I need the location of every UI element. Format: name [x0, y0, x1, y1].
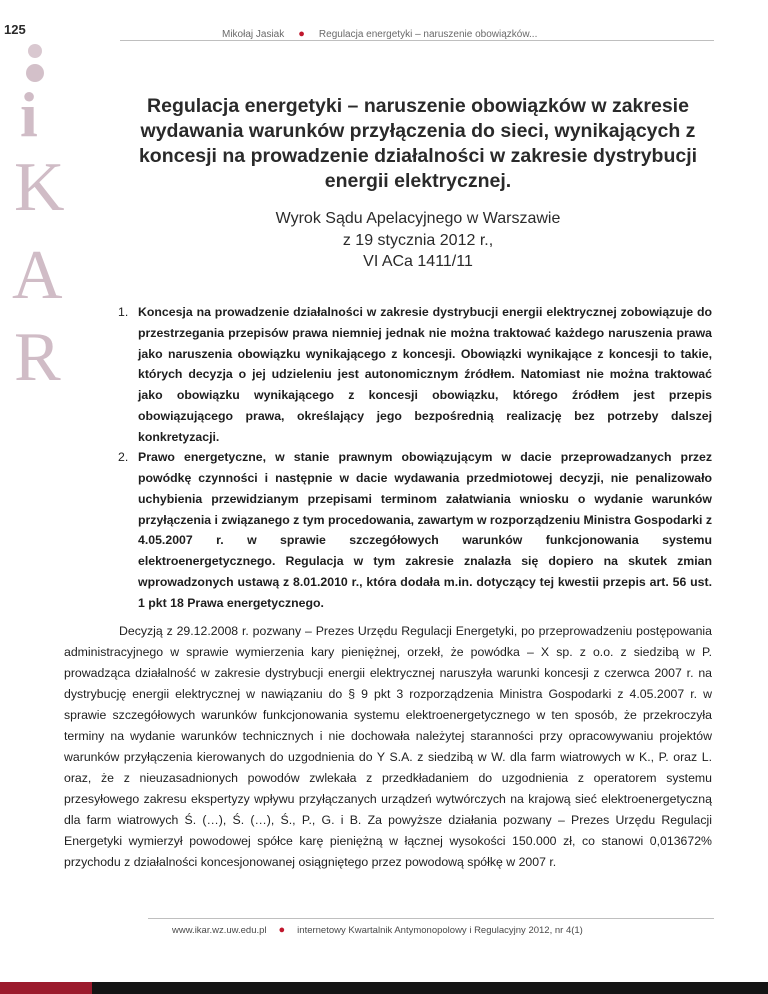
thesis-number: 2. — [118, 450, 129, 465]
footer-url[interactable]: www.ikar.wz.uw.edu.pl — [172, 925, 267, 936]
footer-rule — [148, 918, 714, 919]
bottom-bar — [0, 982, 768, 994]
footer-bullet-icon: ● — [278, 924, 286, 936]
judgment-citation — [110, 208, 726, 273]
header-rule — [120, 40, 714, 41]
running-header — [120, 28, 714, 40]
header-bullet-icon: ● — [298, 28, 305, 40]
thesis-item — [118, 447, 712, 613]
thesis-item — [118, 302, 712, 447]
footer-journal: internetowy Kwartalnik Antymonopolowy i Regulacyjny 2012, nr 4(1) — [297, 925, 583, 936]
citation-signature: VI ACa 1411/11 — [363, 253, 473, 270]
logo-dot-small — [28, 44, 42, 58]
page-number: 125 — [4, 22, 26, 37]
citation-court: Wyrok Sądu Apelacyjnego w Warszawie — [275, 210, 561, 227]
thesis-text: Prawo energetyczne, w stanie prawnym obowiązującym w dacie przeprowadzanych przez powódkę czynności i następnie w dacie wydawania przedmiotowej decyzji, nie penalizowało uchybienia przewidzianym przepisami terminom załatwiania wniosku o wydanie warunków przyłączenia i związanego z tym procedowania, zawartym w rozporządzeniu Ministra Gospodarki z 4.05.2007 r. w sprawie szczegółowych warunków funkcjonowania systemu elektroenergetycznego. Regulacja w tym zakresie znalazła się dopiero na skutek zmian wprowadzonych ustawą z 8.01.2010 r., która dodała m.in. dotyczący tej kwestii przepis art. 56 ust. 1 pkt 18 Prawa energetycznego. — [138, 450, 712, 610]
bottom-accent-bar — [0, 982, 92, 994]
page-footer — [172, 924, 583, 936]
header-author: Mikołaj Jasiak — [222, 29, 285, 40]
logo-letter-i: i — [20, 79, 38, 150]
logo-letter-r: R — [14, 319, 61, 396]
logo-letter-k: K — [14, 149, 65, 226]
header-running-title: Regulacja energetyki – naruszenie obowiązków... — [318, 29, 538, 40]
thesis-text: Koncesja na prowadzenie działalności w zakresie dystrybucji energii elektrycznej zobowiązuje do przestrzegania przepisów prawa niemniej jednak nie można traktować każdego naruszenia prawa jako naruszenia obowiązku wynikającego z koncesji. Obowiązki wynikające z koncesji to takie, których decyzja o jej udzieleniu jest autonomicznym źródłem. Natomiast nie można traktować jako obowiązku wynikającego z koncesji obowiązku, którego źródłem jest przepis obowiązującego prawa, określający jego bezpośrednią realizację bez potrzeby dalszej konkretyzacji. — [138, 305, 712, 444]
citation-date: z 19 stycznia 2012 r., — [342, 231, 494, 249]
body-paragraph: Decyzją z 29.12.2008 r. pozwany – Prezes Urzędu Regulacji Energetyki, po przeprowadzeniu postępowania administracyjnego w sprawie wymierzenia kary pieniężnej, orzekł, że powódka – X sp. z o.o. z siedzibą w P. prowadząca działalność w zakresie dystrybucji energii elektrycznej naruszyła warunki koncesji z czerwca 2007 r. na dystrybucję energii elektrycznej w nawiązaniu do § 9 pkt 3 rozporządzenia Ministra Gospodarki z 4.05.2007 r. w sprawie szczegółowych warunków funkcjonowania systemu elektroenergetycznego w ten sposób, że przekroczyła terminy na wydanie warunków technicznych i nie dochowała należytej staranności przy opracowywaniu projektów warunków przyłączenia kierowanych do uzgodnienia do Y S.A. z siedzibą w W. dla farm wiatrowych w K., P. oraz L. oraz, że z nieuzasadnionych powodów zwlekała z przedkładaniem do uzgodnienia z operatorem systemu przesyłowego zakresu ekspertyzy wpływu przyłączanych urządzeń wytwórczych na krajową sieć elektroenergetyczną dla farm wiatrowych Ś. (…), Ś. (…), Ś., P., G. i B. Za powyższe działania pozwany – Prezes Urzędu Regulacji Energetyki wymierzył powodowej spółce karę pieniężną w łącznej wysokości 150.000 zł, co stanowi 0,013672% przychodu z działalności koncesjonowanej osiągniętego przez powodową spółkę w 2007 r. — [64, 624, 712, 869]
theses-list — [118, 302, 712, 613]
logo-letter-a: A — [12, 237, 63, 314]
thesis-number: 1. — [118, 305, 129, 319]
article-title: Regulacja energetyki – naruszenie obowiązków w zakresie wydawania warunków przyłączenia do sieci, wynikających z koncesji na prowadzenie działalności w zakresie dystrybucji energii elektrycznej. — [138, 95, 698, 192]
